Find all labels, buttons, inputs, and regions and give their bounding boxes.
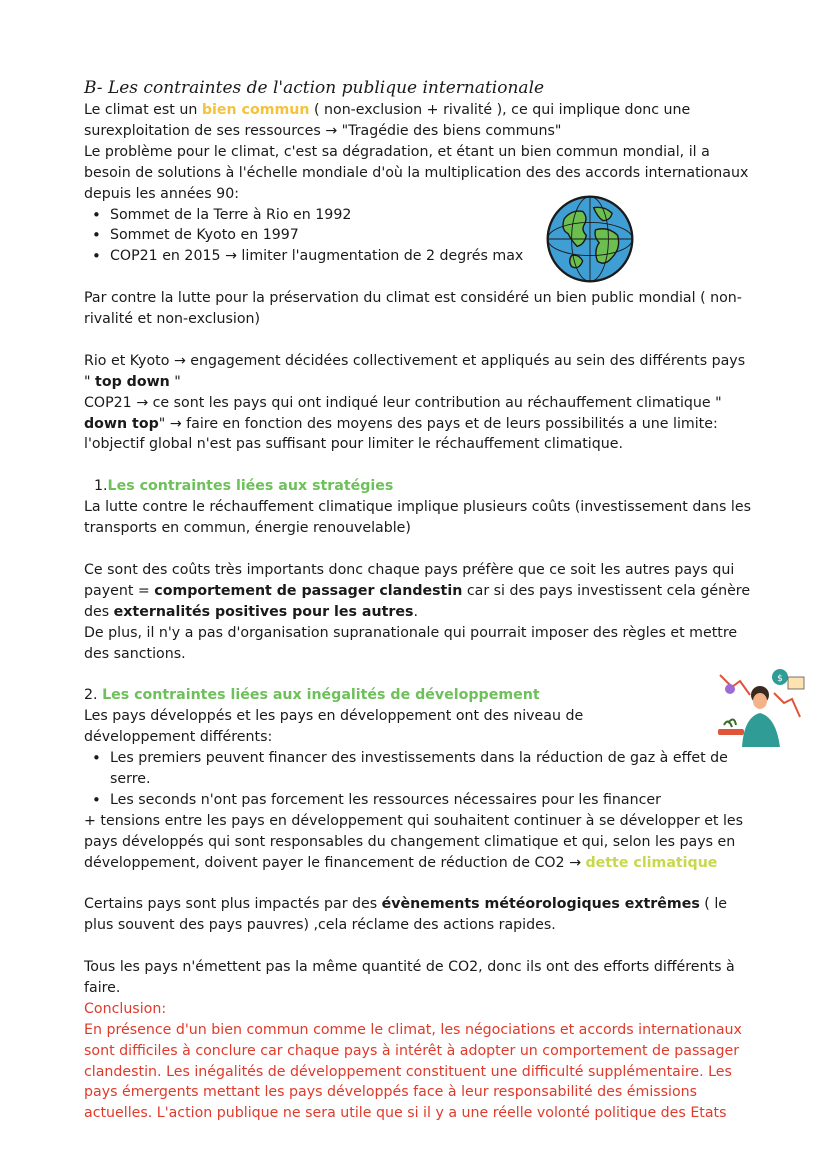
bold-passager-clandestin: comportement de passager clandestin [154, 582, 463, 599]
highlight-dette-climatique: dette climatique [585, 854, 718, 871]
section-heading-text: Les contraintes liées aux stratégies [107, 478, 394, 495]
text-run: COP21 → ce sont les pays qui ont indiqué leur contribution au réchauffement climatique " [84, 394, 722, 411]
intro-paragraph-3: Par contre la lutte pour la préservation du climat est considéré un bien public mondial ( non-rivalité et non-exclusion) [84, 290, 742, 328]
list-item: • Sommet de la Terre à Rio en 1992 [108, 205, 754, 226]
list-item: • Les premiers peuvent financer des investissements dans la réduction de gaz à effet de serre. [108, 748, 754, 790]
section2-heading [84, 685, 754, 706]
bold-down-top: down top [84, 415, 159, 432]
conclusion-label: Conclusion: [84, 1000, 167, 1017]
svg-text:$: $ [777, 674, 783, 684]
section-number: 2. [84, 687, 98, 704]
bold-externalites: externalités positives pour les autres [113, 603, 414, 620]
section2-paragraph-1: Les pays développés et les pays en développement ont des niveau de développement différents: [84, 708, 584, 746]
section1-paragraph-1: La lutte contre le réchauffement climatique implique plusieurs coûts (investissement dans les transports en commun, énergie renouvelable) [84, 499, 751, 537]
text-run: Certains pays sont plus impactés par des [84, 896, 382, 913]
section2-paragraph-4: Tous les pays n'émettent pas la même quantité de CO2, donc ils ont des efforts différents à faire. [84, 959, 735, 996]
section-heading-text: Les contraintes liées aux inégalités de développement [102, 687, 540, 704]
section-number: 1. [94, 478, 108, 495]
text-run: + tensions entre les pays en développement qui souhaitent continuer à se développer et les pays développés qui sont responsables du changement climatique et qui, selon les pays en développement, doivent payer le financement de réduction de CO2 → [84, 812, 744, 871]
text-run: Rio et Kyoto → engagement décidées collectivement et appliqués au sein des différents pays " [84, 352, 746, 390]
document-page [84, 76, 754, 1124]
section2-paragraph-3 [84, 894, 754, 936]
section1-paragraph-2 [84, 560, 754, 623]
list-item: • COP21 en 2015 → limiter l'augmentation de 2 degrés max [108, 246, 754, 267]
section1-heading [84, 476, 754, 497]
bold-evenements: évènements météorologiques extrêmes [381, 896, 700, 913]
text-run: Le climat est un [84, 102, 202, 118]
intro-paragraph-4 [84, 351, 754, 393]
list-item: • Sommet de Kyoto en 1997 [108, 225, 754, 246]
section2-paragraph-2 [84, 811, 754, 874]
text-run: . [413, 603, 418, 620]
highlight-bien-commun: bien commun [201, 102, 310, 118]
list-item: • Les seconds n'ont pas forcement les ressources nécessaires pour les financer [108, 790, 754, 811]
development-list [84, 748, 754, 811]
accords-list [84, 205, 754, 268]
text-run: " → faire en fonction des moyens des pays et de leurs possibilités a une limite: l'objectif global n'est pas suffisant pour limiter le réchauffement climatique. [84, 415, 718, 453]
intro-paragraph-2: Le problème pour le climat, c'est sa dégradation, et étant un bien commun mondial, il a besoin de solutions à l'échelle mondiale d'où la multiplication des des accords internationaux depuis les années 90: [84, 143, 749, 202]
text-run: Ce sont des coûts très importants donc chaque pays préfère que ce soit les autres pays qui payent = [84, 561, 735, 599]
page-title: B- Les contraintes de l'action publique internationale [84, 78, 545, 98]
worried-person-illustration [714, 667, 806, 747]
text-run: ( le plus souvent des pays pauvres) ,cela réclame des actions rapides. [84, 896, 728, 934]
globe-icon [544, 193, 636, 285]
intro-paragraph-5 [84, 393, 754, 456]
text-run: car si des pays investissent cela génère des [84, 582, 751, 620]
section1-paragraph-3: De plus, il n'y a pas d'organisation supranationale qui pourrait imposer des règles et mettre des sanctions. [84, 624, 738, 662]
text-run: " [169, 373, 181, 390]
intro-paragraph-1 [84, 100, 754, 142]
text-run: ( non-exclusion + rivalité ), ce qui implique donc une surexploitation de ses ressources → "Tragédie des biens communs" [84, 102, 691, 139]
bold-top-down: top down [95, 373, 170, 390]
conclusion-text: En présence d'un bien commun comme le climat, les négociations et accords internationaux sont difficiles à conclure car chaque pays à intérêt à adopter un comportement de passager clandestin. Les inégalités de développement constituent une difficulté supplémentaire. Les pays émergents mettant les pays développés face à leur responsabilité des émissions actuelles. L'action publique ne sera utile que si il y a une réelle volonté politique des Etats [84, 1021, 742, 1122]
